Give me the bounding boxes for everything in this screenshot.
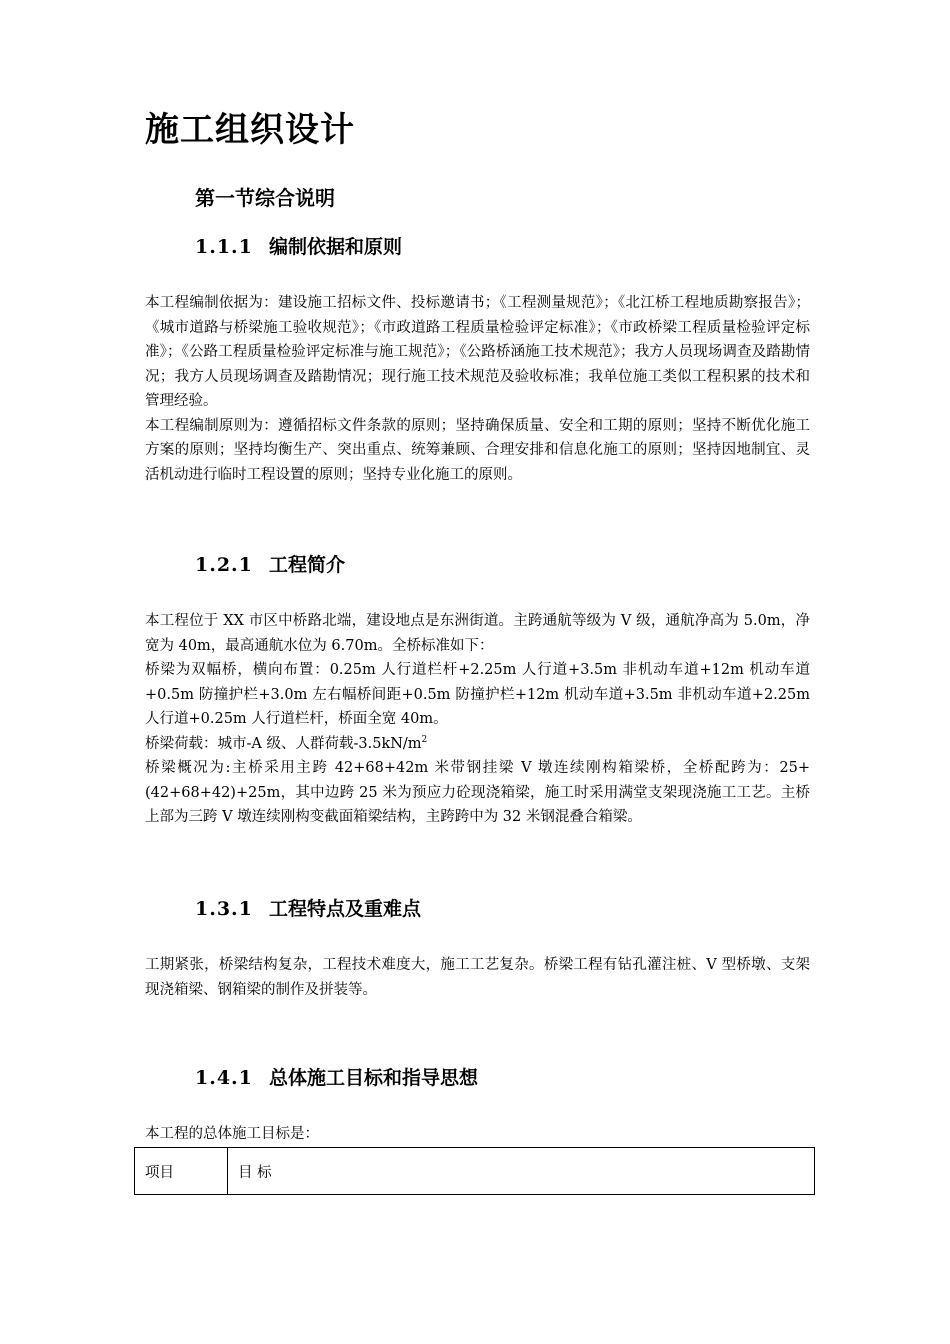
paragraph: 本工程的总体施工目标是： xyxy=(145,1126,319,1142)
table-header-item: 项目 xyxy=(135,1148,228,1195)
heading-number: 1.3.1 xyxy=(195,898,253,920)
goals-table xyxy=(134,1147,815,1195)
section-1-2-1-body xyxy=(145,609,810,830)
paragraph: 桥梁概况为:主桥采用主跨 42+68+42m 米带钢挂梁 V 墩连续刚构箱梁桥，全桥配跨为：25+(42+68+42)+25m，其中边跨 25 米为预应力砼现浇箱梁，施工时采用满堂支架现浇施工工艺。主桥上部为三跨 V 墩连续刚构变截面箱梁结构，主跨跨中为 32 米钢混叠合箱梁。 xyxy=(145,760,810,825)
document-title: 施工组织设计 xyxy=(145,110,355,150)
paragraph: 工期紧张，桥梁结构复杂，工程技术难度大，施工工艺复杂。桥梁工程有钻孔灌注桩、V 型桥墩、支架现浇箱梁、钢箱梁的制作及拼装等。 xyxy=(145,957,810,998)
load-text: 桥梁荷载：城市-A 级、人群荷载-3.5kN/m xyxy=(145,735,422,752)
heading-1-2-1 xyxy=(195,550,345,577)
section-1-4-1-body xyxy=(145,1122,810,1147)
paragraph: 本工程编制原则为：遵循招标文件条款的原则；坚持确保质量、安全和工期的原则；坚持不断优化施工方案的原则；坚持均衡生产、突出重点、统筹兼顾、合理安排和信息化施工的原则；坚持因地制宜、灵活机动进行临时工程设置的原则；坚持专业化施工的原则。 xyxy=(145,417,810,483)
heading-1-1-1 xyxy=(195,232,402,259)
section-1-1-1-body xyxy=(145,291,810,487)
table-header-goal: 目 标 xyxy=(228,1148,815,1195)
paragraph: 本工程位于 XX 市区中桥路北端，建设地点是东洲街道。主跨通航等级为 V 级，通航净高为 5.0m，净宽为 40m，最高通航水位为 6.70m。全桥标准如下： xyxy=(145,613,810,654)
heading-number: 1.2.1 xyxy=(195,554,253,576)
paragraph: 桥梁为双幅桥，横向布置：0.25m 人行道栏杆+2.25m 人行道+3.5m 非机动车道+12m 机动车道+0.5m 防撞护栏+3.0m 左右幅桥间距+0.5m 防撞护栏+12m 机动车道+3.5m 非机动车道+2.25m 人行道+0.25m 人行道栏杆，桥面全宽 40m。 xyxy=(145,662,810,727)
heading-1-4-1 xyxy=(195,1063,478,1090)
heading-number: 1.4.1 xyxy=(195,1067,253,1089)
heading-text: 编制依据和原则 xyxy=(269,236,403,258)
heading-text: 工程简介 xyxy=(269,554,346,576)
heading-text: 工程特点及重难点 xyxy=(269,898,422,920)
superscript: 2 xyxy=(421,734,428,745)
paragraph: 本工程编制依据为：建设施工招标文件、投标邀请书；《工程测量规范》；《北江桥工程地质勘察报告》；《城市道路与桥梁施工验收规范》；《市政道路工程质量检验评定标准》；《市政桥梁工程质量检验评定标准》；《公路工程质量检验评定标准与施工规范》；《公路桥涵施工技术规范》；我方人员现场调查及踏勘情况；我方人员现场调查及踏勘情况；现行施工技术规范及验收标准；我单位施工类似工程积累的技术和管理经验。 xyxy=(145,295,810,409)
heading-1-3-1 xyxy=(195,894,421,921)
paragraph xyxy=(145,732,810,757)
section-heading: 第一节综合说明 xyxy=(195,186,335,210)
heading-number: 1.1.1 xyxy=(195,236,253,258)
table-row xyxy=(135,1148,815,1195)
section-1-3-1-body xyxy=(145,953,810,1002)
heading-text: 总体施工目标和指导思想 xyxy=(269,1067,479,1089)
